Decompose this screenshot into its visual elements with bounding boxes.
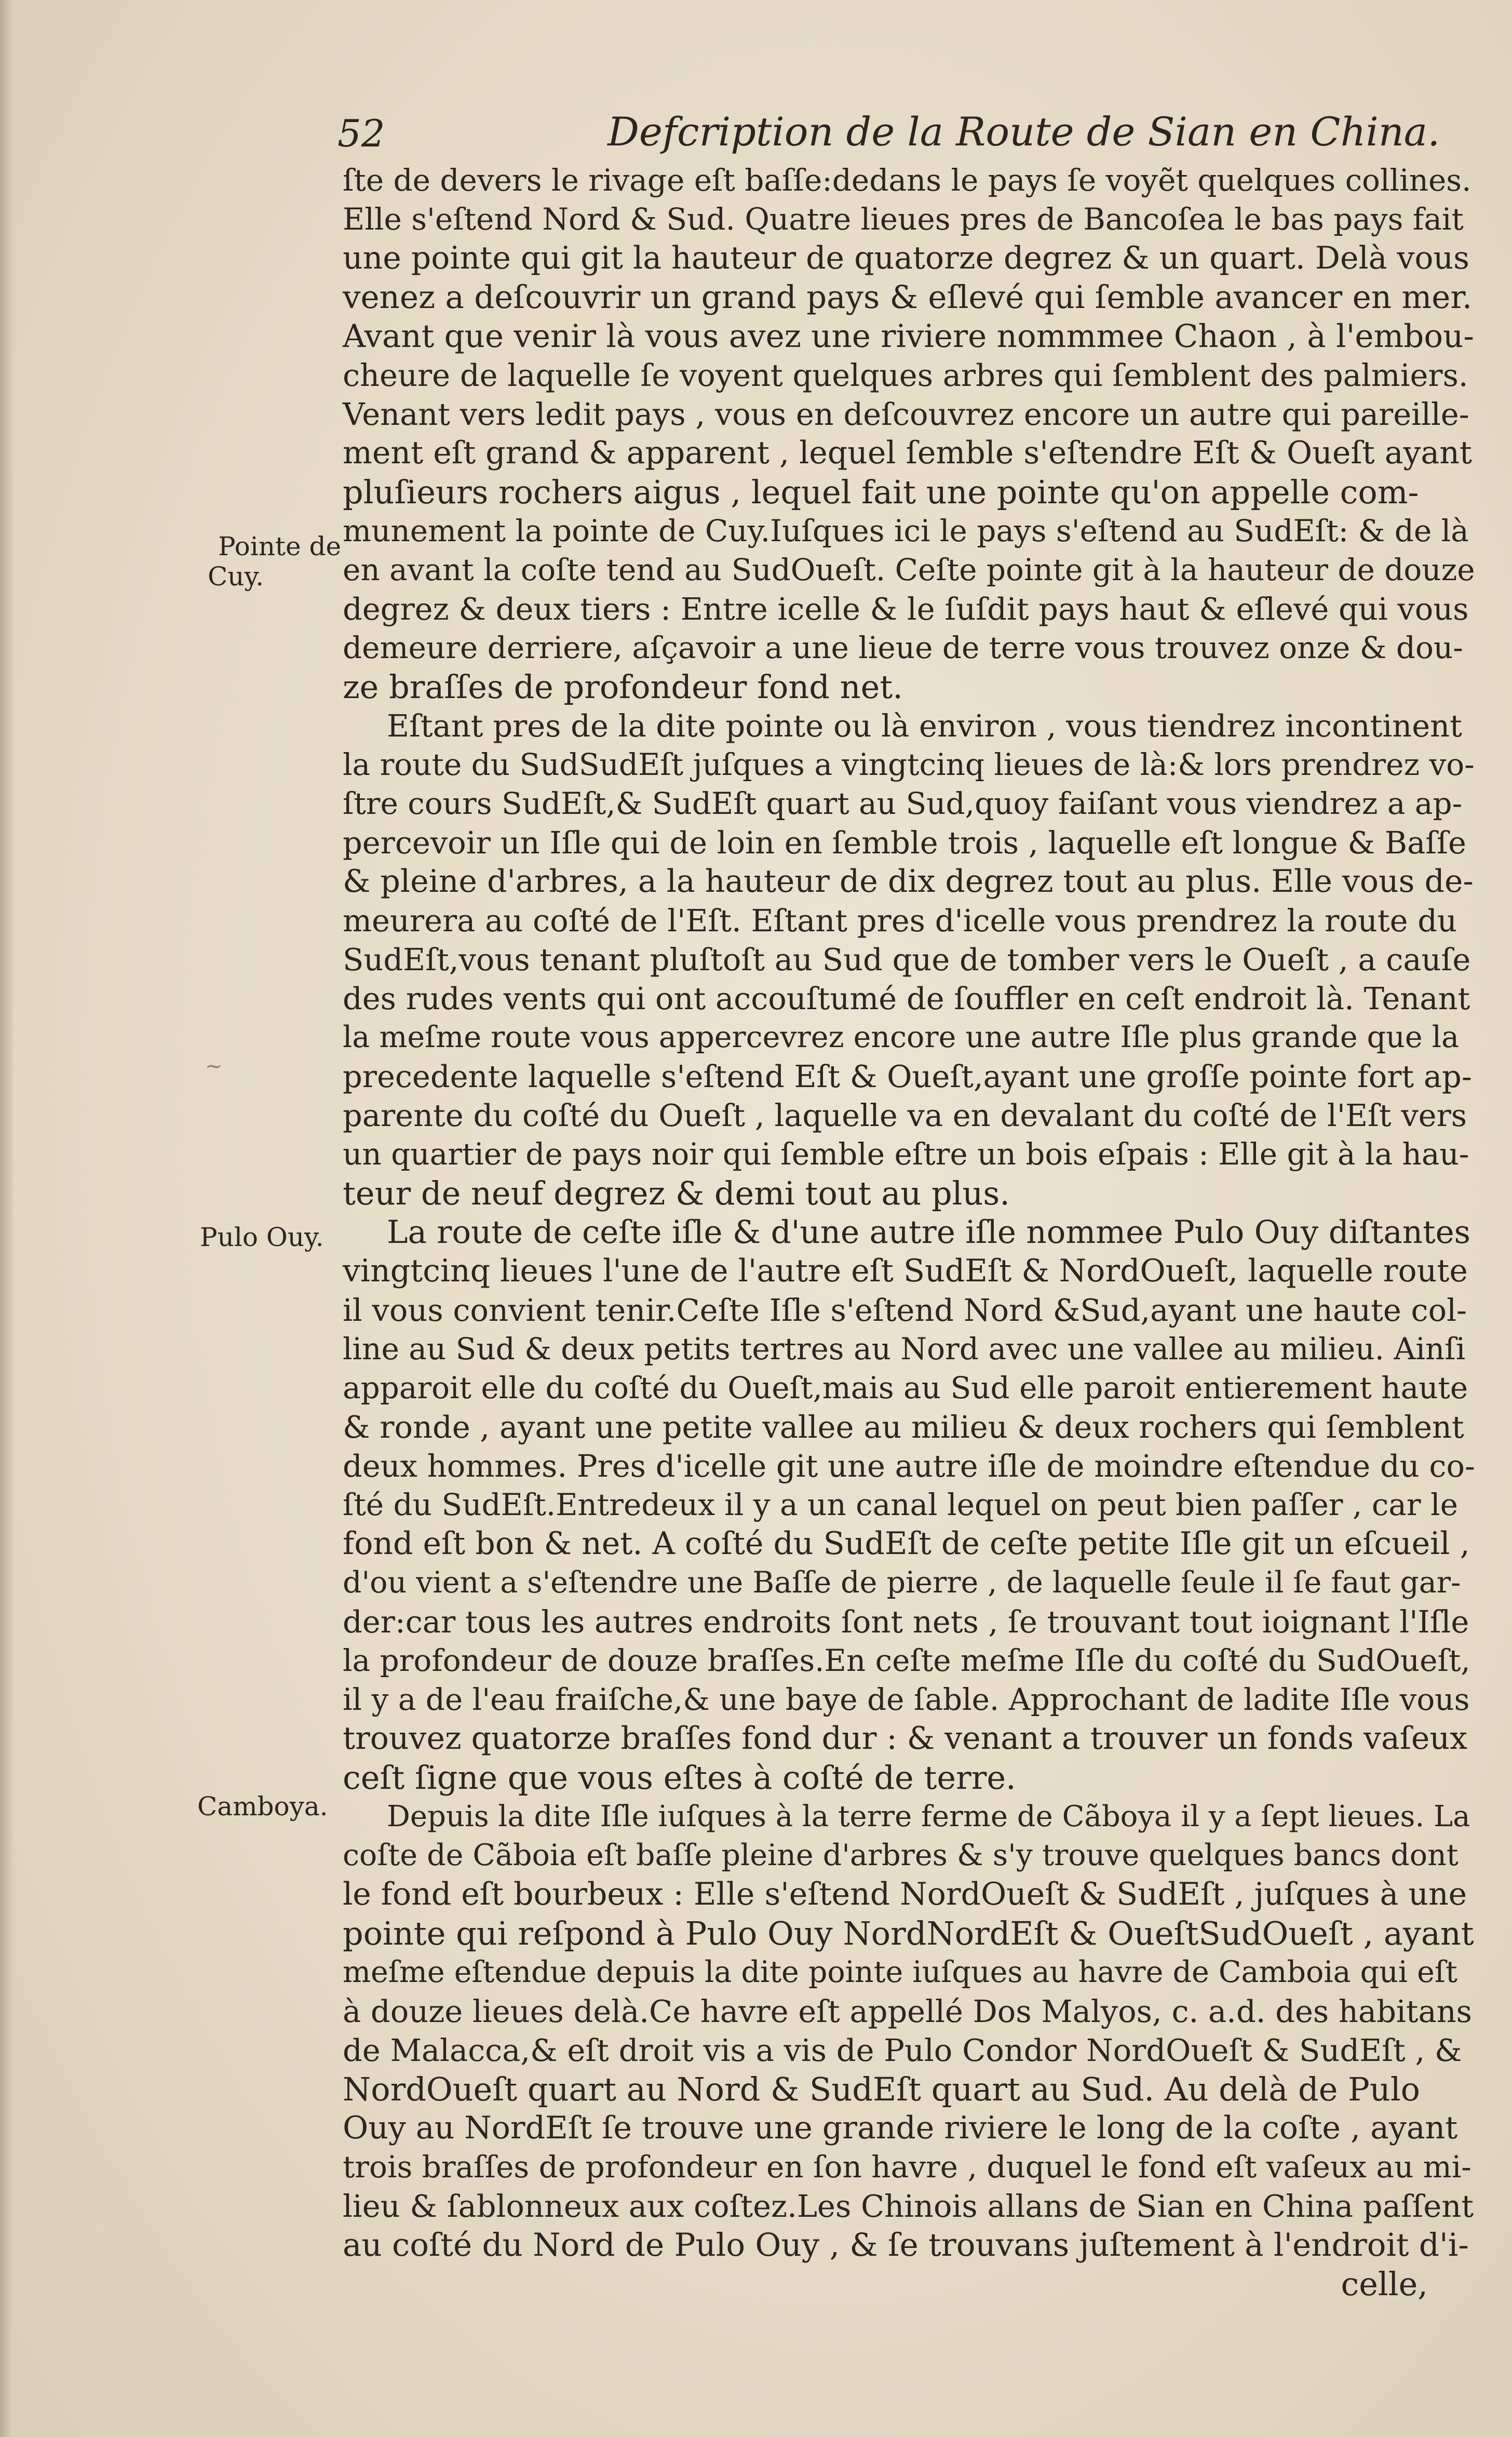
text-line: fond eſt bon & net. A coſté du SudEſt de ceſte petite Iſle git un eſcueil , xyxy=(343,1525,1470,1562)
catchword: celle, xyxy=(1341,2265,1428,2303)
ink-mark: ~ xyxy=(205,1054,223,1078)
text-line: en avant la coſte tend au SudOueſt. Ceſte pointe git à la hauteur de douze xyxy=(343,552,1475,587)
text-line: il vous convient tenir.Ceſte Iſle s'eſtend Nord &Sud,ayant une haute col- xyxy=(343,1292,1467,1328)
text-line: NordOueſt quart au Nord & SudEſt quart au Sud. Au delà de Pulo xyxy=(343,2070,1420,2108)
text-line: Ouy au NordEſt ſe trouve une grande riviere le long de la coſte , ayant xyxy=(343,2110,1458,2146)
text-line: der:car tous les autres endroits ſont nets , ſe trouvant tout ioignant l'Iſle xyxy=(343,1604,1469,1640)
text-line: teur de neuf degrez & demi tout au plus. xyxy=(343,1174,1010,1212)
text-line: ſtre cours SudEſt,& SudEſt quart au Sud,quoy faiſant vous viendrez a ap- xyxy=(343,786,1463,821)
text-line: Elle s'eſtend Nord & Sud. Quatre lieues pres de Bancoſea le bas pays fait xyxy=(343,202,1464,237)
text-line: munement la pointe de Cuy.Iuſques ici le pays s'eſtend au SudEſt: & de là xyxy=(343,513,1469,548)
text-line: d'ou vient a s'eſtendre une Baſſe de pierre , de laquelle ſeule il ſe faut gar- xyxy=(343,1565,1461,1600)
text-line: ſte de devers le rivage eſt baſſe:dedans le pays ſe voyẽt quelques collines. xyxy=(343,163,1472,198)
text-line: precedente laquelle s'eſtend Eſt & Oueſt,ayant une groſſe pointe fort ap- xyxy=(343,1059,1472,1094)
margin-note-pointe-de: Pointe de xyxy=(218,531,342,561)
text-line: vingtcinq lieues l'une de l'autre eſt SudEſt & NordOueſt, laquelle route xyxy=(343,1253,1468,1289)
text-line: la route du SudSudEſt juſques a vingtcinq lieues de là:& lors prendrez vo- xyxy=(343,747,1475,782)
text-line: degrez & deux tiers : Entre icelle & le ſuſdit pays haut & eſlevé qui vous xyxy=(343,591,1469,627)
text-line: deux hommes. Pres d'icelle git une autre iſle de moindre eſtendue du co- xyxy=(343,1448,1475,1484)
text-line: une pointe qui git la hauteur de quatorze degrez & un quart. Delà vous xyxy=(343,240,1469,276)
text-line: trouvez quatorze braſſes fond dur : & venant a trouver un fonds vaſeux xyxy=(343,1720,1467,1757)
page-number: 52 xyxy=(338,112,385,155)
text-line: coſte de Cãboia eſt baſſe pleine d'arbres & s'y trouve quelques bancs dont xyxy=(343,1838,1459,1872)
text-line: cheure de laquelle ſe voyent quelques arbres qui ſemblent des palmiers. xyxy=(343,357,1468,393)
page-spine-edge xyxy=(0,0,14,2437)
text-line: line au Sud & deux petits tertres au Nord avec une vallee au milieu. Ainſi xyxy=(343,1331,1466,1367)
text-line: la profondeur de douze braſſes.En ceſte meſme Iſle du coſté du SudOueſt, xyxy=(343,1643,1470,1678)
text-line: apparoit elle du coſté du Oueſt,mais au Sud elle paroit entierement haute xyxy=(343,1370,1468,1405)
text-line: Depuis la dite Iſle iuſques à la terre ferme de Cãboya il y a ſept lieues. La xyxy=(387,1800,1470,1833)
body-text xyxy=(343,161,1475,2304)
text-line: & ronde , ayant une petite vallee au milieu & deux rochers qui ſemblent xyxy=(343,1409,1464,1445)
page-header xyxy=(338,106,1440,158)
text-line: meſme eſtendue depuis la dite pointe iuſques au havre de Camboia qui eſt xyxy=(343,1955,1457,1989)
text-line: percevoir un Iſle qui de loin en ſemble trois , laquelle eſt longue & Baſſe xyxy=(343,825,1466,861)
margin-note-pulo-ouy: Pulo Ouy. xyxy=(200,1222,324,1252)
text-line: Eſtant pres de la dite pointe ou là environ , vous tiendrez incontinent xyxy=(387,708,1462,744)
text-line: ſté du SudEſt.Entredeux il y a un canal lequel on peut bien paſſer , car le xyxy=(343,1487,1458,1522)
text-line: ze braſſes de profondeur fond net. xyxy=(343,668,903,706)
text-line: demeure derriere, aſçavoir a une lieue de terre vous trouvez onze & dou- xyxy=(343,630,1463,665)
text-line: pluſieurs rochers aigus , lequel fait une pointe qu'on appelle com- xyxy=(343,473,1419,511)
text-line: ment eſt grand & apparent , lequel ſemble s'eſtendre Eſt & Oueſt ayant xyxy=(343,435,1472,471)
text-line: des rudes vents qui ont accouſtumé de ſouffler en ceſt endroit là. Tenant xyxy=(343,981,1470,1016)
text-line: la meſme route vous appercevrez encore une autre Iſle plus grande que la xyxy=(343,1020,1459,1054)
text-line: meurera au coſté de l'Eſt. Eſtant pres d'icelle vous prendrez la route du xyxy=(343,903,1457,939)
text-line: de Malacca,& eſt droit vis a vis de Pulo Condor NordOueſt & SudEſt , & xyxy=(343,2032,1462,2068)
text-line: Avant que venir là vous avez une riviere nommmee Chaon , à l'embou- xyxy=(343,318,1474,355)
running-title: Defcription de la Route de Sian en China. xyxy=(608,109,1440,155)
text-line: pointe qui reſpond à Pulo Ouy NordNordEſt & OueſtSudOueſt , ayant xyxy=(343,1914,1474,1952)
margin-note-cuy: Cuy. xyxy=(208,561,264,592)
text-line: La route de ceſte iſle & d'une autre iſle nommee Pulo Ouy diſtantes xyxy=(387,1214,1470,1251)
text-line: à douze lieues delà.Ce havre eſt appellé Dos Malyos, c. a.d. des habitans xyxy=(343,1993,1472,2029)
text-line: parente du coſté du Oueſt , laquelle va en devalant du coſté de l'Eſt vers xyxy=(343,1097,1467,1133)
text-line: venez a deſcouvrir un grand pays & eſlevé qui ſemble avancer en mer. xyxy=(343,279,1473,316)
text-line: Venant vers ledit pays , vous en deſcouvrez encore un autre qui pareille- xyxy=(343,396,1469,432)
margin-note-camboya: Camboya. xyxy=(197,1791,328,1822)
text-line: il y a de l'eau fraiſche,& une baye de ſable. Approchant de ladite Iſle vous xyxy=(343,1682,1470,1717)
text-line: un quartier de pays noir qui ſemble eſtre un bois eſpais : Elle git à la hau- xyxy=(343,1136,1469,1172)
text-line: au coſté du Nord de Pulo Ouy , & ſe trouvans juſtement à l'endroit d'i- xyxy=(343,2227,1469,2264)
text-line: le fond eſt bourbeux : Elle s'eſtend NordOueſt & SudEſt , juſques à une xyxy=(343,1876,1467,1912)
text-line: & pleine d'arbres, a la hauteur de dix degrez tout au plus. Elle vous de- xyxy=(343,863,1474,900)
text-line: lieu & ſablonneux aux coſtez.Les Chinois allans de Sian en China paſſent xyxy=(343,2188,1474,2224)
text-line: ceſt ſigne que vous eſtes à coſté de terre. xyxy=(343,1759,1016,1797)
text-line: SudEſt,vous tenant pluſtoſt au Sud que de tomber vers le Oueſt , a cauſe xyxy=(343,942,1471,978)
text-line: trois braſſes de profondeur en ſon havre , duquel le fond eſt vaſeux au mi- xyxy=(343,2149,1472,2185)
